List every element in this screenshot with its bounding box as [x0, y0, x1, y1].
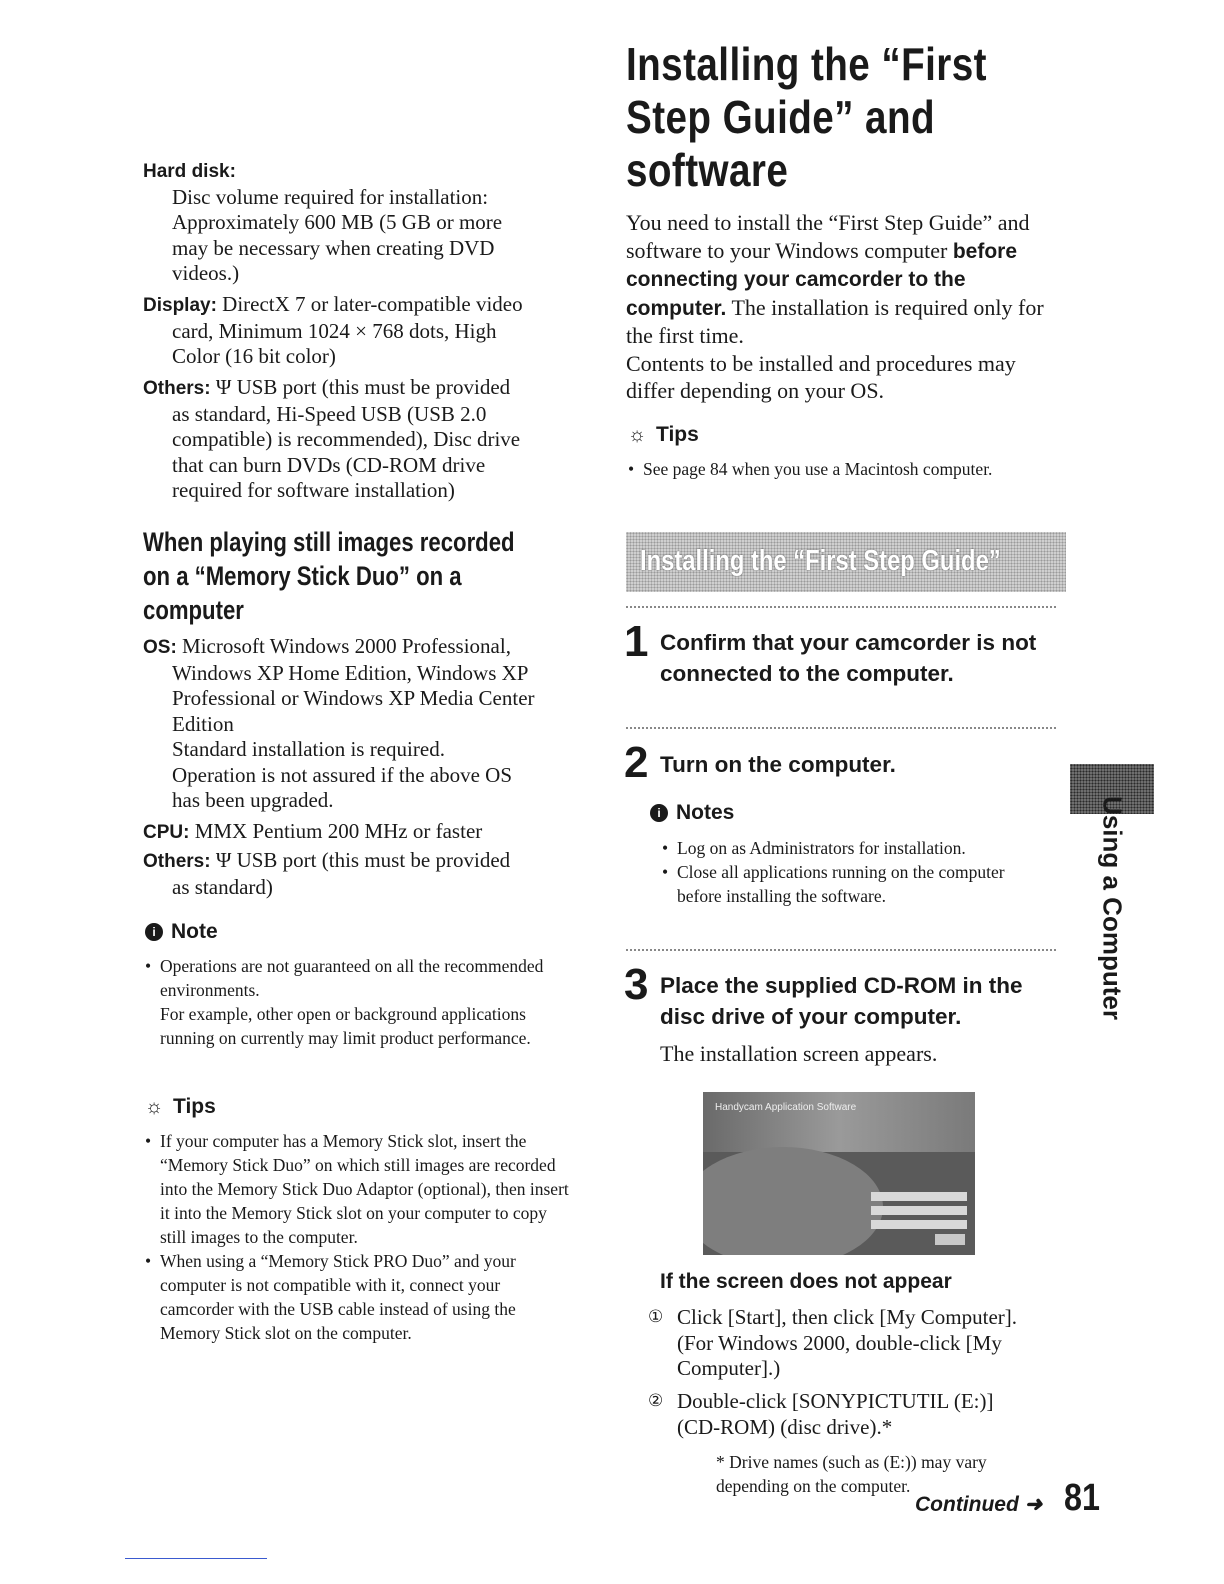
tips-heading: ☼ Tips	[144, 1095, 216, 1118]
divider	[626, 949, 1056, 951]
tips-list	[145, 1129, 570, 1345]
note-icon: i	[650, 804, 668, 822]
spec-label: OS:	[143, 637, 177, 658]
spec-label: CPU:	[143, 822, 190, 843]
screenshot-menu-button	[871, 1206, 967, 1215]
notes-list	[662, 836, 1022, 908]
screenshot-exit-button	[935, 1234, 965, 1245]
page-number: 81	[1064, 1477, 1100, 1519]
list-item: • When using a “Memory Stick PRO Duo” and your computer is not compatible with it, connect your camcorder with the USB cable instead of using the Memory Stick slot on the computer.	[145, 1249, 570, 1345]
step-body: The installation screen appears.	[660, 1041, 938, 1066]
note-icon: i	[145, 923, 163, 941]
divider	[125, 1558, 267, 1559]
spec-cpu: CPU: MMX Pentium 200 MHz or faster	[143, 819, 483, 843]
spec-others: Others: Ψ USB port (this must be provided as standard, Hi-Speed USB (USB 2.0 compatible) is recommended), Disc drive that can burn DVDs (CD-ROM drive required for software installation)	[143, 375, 521, 502]
spec-os: OS: Microsoft Windows 2000 Professional, Windows XP Home Edition, Windows XP Professional or Windows XP Media Center Edition Standard installation is required. Operation is not assured if the above OS has been upgraded.	[143, 634, 535, 812]
step-title: Turn on the computer.	[660, 752, 896, 777]
divider	[626, 727, 1056, 729]
spec-label: Display:	[143, 295, 217, 316]
divider	[626, 606, 1056, 608]
step-number: 1	[624, 617, 649, 666]
step-number: 2	[624, 738, 649, 787]
list-item: • If your computer has a Memory Stick slot, insert the “Memory Stick Duo” on which still images are recorded into the Memory Stick Duo Adaptor (optional), then insert it into the Memory Stick slot on your computer to copy still images to the computer.	[145, 1129, 570, 1249]
subheading: If the screen does not appear	[660, 1270, 952, 1293]
ordered-list-item: ① Click [Start], then click [My Computer]. (For Windows 2000, double-click [My Computer].)	[648, 1305, 1018, 1380]
continued-label: Continued ➜	[915, 1493, 1043, 1516]
spec-label: Others:	[143, 851, 211, 872]
intro-text: You need to install the “First Step Guide” and software to your Windows computer before connecting your camcorder to the computer. The installation is required only for the first time. Contents to be installed and procedures may differ depending on your OS.	[626, 210, 1044, 403]
spec-others-2: Others: Ψ USB port (this must be provided as standard)	[143, 848, 511, 899]
lightbulb-icon: ☼	[627, 424, 647, 446]
list-item: • See page 84 when you use a Macintosh computer.	[628, 457, 1008, 481]
list-item: • Close all applications running on the computer before installing the software.	[662, 860, 1022, 908]
side-label: Using a Computer	[1097, 796, 1128, 1020]
screenshot-menu-button	[871, 1192, 967, 1201]
step-title: Place the supplied CD-ROM in the disc drive of your computer.	[660, 973, 1023, 1029]
section-banner: Installing the “First Step Guide”	[626, 532, 1066, 592]
step-title: Confirm that your camcorder is not connected to the computer.	[660, 630, 1037, 686]
screenshot-menu-button	[871, 1220, 967, 1229]
page-title: Installing the “First Step Guide” and software	[626, 38, 987, 196]
list-item: • Log on as Administrators for installation.	[662, 836, 1022, 860]
screenshot-title: Handycam Application Software	[715, 1102, 857, 1113]
note-heading: i Note	[145, 920, 218, 944]
tips-heading-right: ☼ Tips	[627, 423, 699, 446]
spec-label: Hard disk:	[143, 161, 236, 182]
installation-screenshot	[703, 1092, 975, 1255]
step-number: 3	[624, 960, 649, 1009]
spec-display: Display: DirectX 7 or later-compatible video card, Minimum 1024 × 768 dots, High Color (16 bit color)	[143, 292, 523, 368]
spec-hard-disk: Hard disk: Disc volume required for installation: Approximately 600 MB (5 GB or more may be necessary when creating DVD videos.)	[143, 161, 503, 285]
notes-heading: i Notes	[650, 801, 734, 825]
list-item: • For example, other open or background applications running on currently may limit product performance.	[145, 1002, 545, 1050]
spec-label: Others:	[143, 378, 211, 399]
lightbulb-icon: ☼	[144, 1096, 164, 1118]
note-list	[145, 954, 545, 1050]
ordered-list-item: ② Double-click [SONYPICTUTIL (E:)] (CD-ROM) (disc drive).*	[648, 1389, 994, 1439]
footnote: * Drive names (such as (E:)) may vary depending on the computer.	[716, 1452, 987, 1496]
list-item: • Operations are not guaranteed on all the recommended environments.	[145, 954, 545, 1002]
section-heading: When playing still images recorded on a “Memory Stick Duo” on a computer	[143, 527, 515, 625]
tips-list-right	[628, 457, 1008, 481]
